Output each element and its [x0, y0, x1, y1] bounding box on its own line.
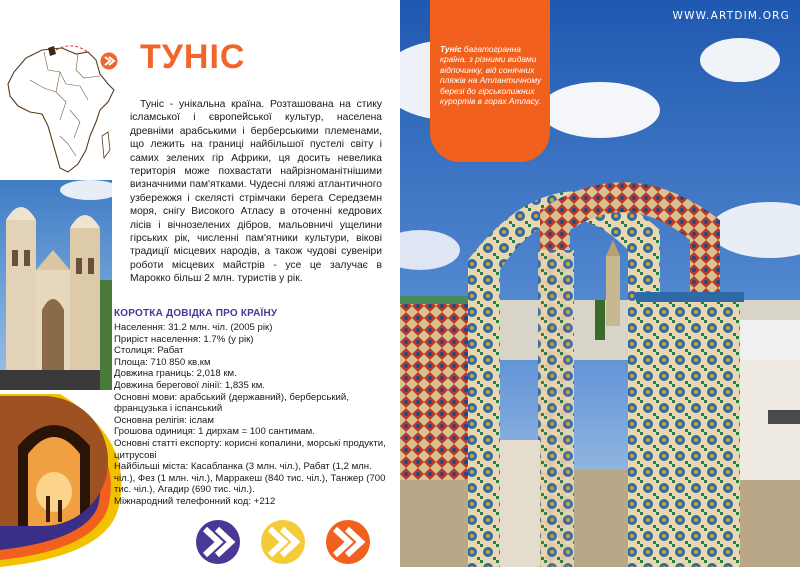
watermark: WWW.ARTDIM.ORG [672, 10, 790, 22]
arrow-right-icon [100, 52, 118, 70]
facts-heading: КОРОТКА ДОВІДКА ПРО КРАЇНУ [114, 308, 278, 319]
nav-arrow-icon[interactable] [326, 520, 370, 564]
fact-item: Довжина границь: 2,018 км. [114, 368, 237, 380]
page-nav-arrows [195, 519, 385, 565]
fact-item: Основна релігія: іслам [114, 414, 214, 426]
nav-arrow-icon[interactable] [261, 520, 305, 564]
fact-item: Столиця: Рабат [114, 345, 184, 357]
callout-text [440, 44, 542, 106]
fact-item: Площа: 710 850 кв.км [114, 356, 211, 368]
fact-item: Населення: 31.2 млн. чіл. (2005 рік) [114, 322, 273, 333]
fact-item: Приріст населення: 1.7% (у рік) [114, 333, 254, 345]
fact-item: Основні мови: арабський (державний), берберський, французька і іспанський [114, 391, 349, 415]
intro-paragraph: Туніс - унікальна країна. Розташована на стику ісламської і європейської культур, населена древніми арабськими і берберськими племенами, що лежить на границі найбільшої пустелі світу і самих зелених гір Африки, ця досить невелика територія може похвастати найрізноманітнішими визначними пам'ятками. Чудесні пляжі атлантичного узбережжя і скелясті стрімчаки берега Середземн моря, снігу Високого Атласу в оточенні кедрових лісів і вічнозелених дібров, мальовничі ущелини гірських рік, численні пам'ятники культури, вікові традиції місцевих народів, а також чудові сувеніри роботи місцевих майстрів - усе це залучає в Марокко більш 2 млн. туристів у рік. [130, 99, 382, 285]
facts-list [114, 322, 386, 508]
page-title: ТУНІС [140, 38, 246, 76]
callout-lead: Туніс [440, 44, 462, 54]
cathedral-photo [0, 180, 112, 390]
fact-item: Довжина берегової лінії: 1,835 км. [114, 379, 265, 391]
nav-arrow-icon[interactable] [196, 520, 240, 564]
right-page [400, 0, 800, 567]
fact-item: Грошова одиниця: 1 дирхам = 100 сантимам. [114, 426, 315, 438]
fact-item: Міжнародний телефонний код: +212 [114, 495, 276, 507]
fact-item: Основні статті експорту: корисні копалини, морські продукти, цитрусові [114, 437, 386, 461]
callout-body: багатогранна країна, з різними видами відпочинку, від сонячних пляжів на Атлантичному березі до гірськолижних курортів в горах Атласу. [440, 44, 542, 107]
fact-item: Найбільші міста: Касабланка (3 млн. чіл.), Рабат (1,2 млн. чіл.), Фез (1 млн. чіл.), Марракеш (840 тис. чіл.), Танжер (700 тис. чіл.), Агадир (690 тис. чіл.). [114, 461, 386, 496]
